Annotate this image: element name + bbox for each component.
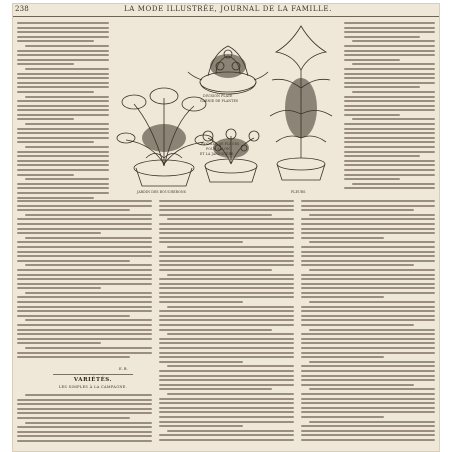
caption-center-low-1: PANNIER DE FLEURS: [201, 142, 240, 146]
text-column-left-lower: [17, 200, 152, 362]
caption-center-top: DIVISION PLATE: [203, 94, 233, 98]
botanical-illustration: [116, 18, 339, 188]
article-signature: E. B.: [119, 367, 128, 371]
page-number: 238: [15, 5, 29, 13]
newspaper-page: [13, 4, 439, 451]
caption-left: JARDIN DES BOUCHERONS: [137, 190, 187, 194]
caption-center-low-2: POUR SALON: [206, 147, 230, 151]
section-divider: [53, 374, 133, 375]
text-column-left-bottom: [17, 394, 152, 446]
text-column-middle-lower: [159, 200, 294, 446]
caption-center-mid: GARNIE DE PLANTES: [200, 99, 239, 103]
section-subtitle: LES SIMPLES À LA CAMPAGNE.: [58, 385, 128, 389]
caption-right: FLEURS: [291, 190, 306, 194]
caption-center-low-3: ET LA JARDINIÈRE: [200, 152, 234, 156]
text-column-right-upper: [344, 22, 435, 192]
section-title: VARIÉTÉS.: [73, 377, 113, 383]
text-column-right-lower: [301, 200, 435, 446]
running-title: LA MODE ILLUSTRÉE, JOURNAL DE LA FAMILLE.: [124, 5, 332, 13]
page-header: [13, 4, 439, 17]
